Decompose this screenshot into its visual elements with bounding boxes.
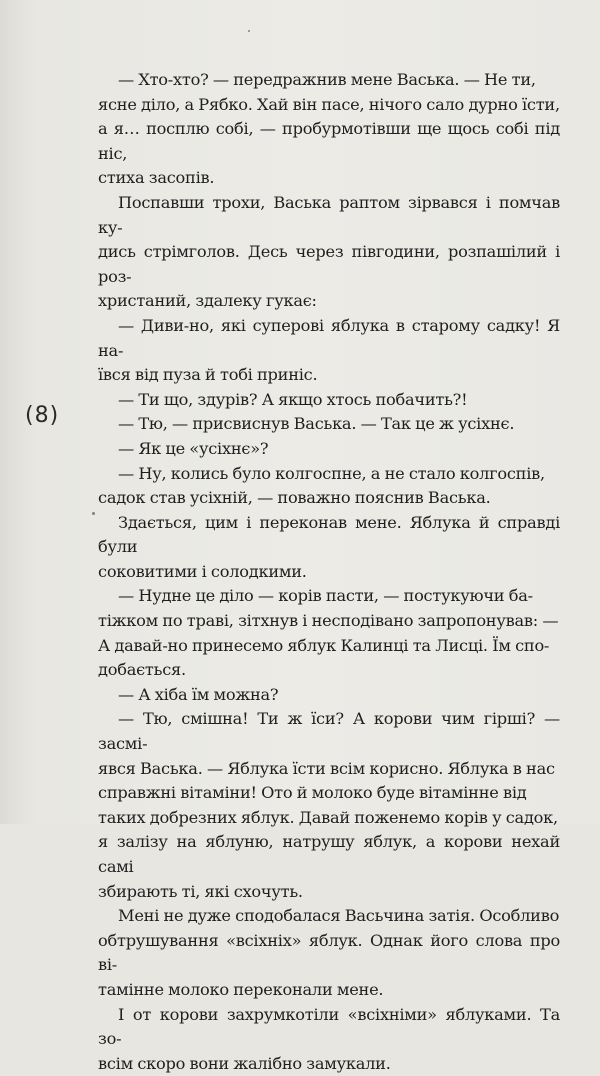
paragraph-12: Мені не дуже сподобалася Васьчина затія. Особливо обтрушування «всіхніх» яблук. Однак його слова про ві- тамінне молоко переконали мене. [98, 906, 560, 999]
paragraph-11: — Тю, смішна! Ти ж їси? А корови чим гірші? — засмі- явся Васька. — Яблука їсти всім корисно. Яблука в нас справжні вітаміни! Ото й молоко буде вітамінне від таких добрезних яблук. Давай поженемо корів у садок, я залізу на яблуню, натрушу яблук, а корови нехай самі збирають ті, які схочуть. [98, 709, 560, 901]
page-text [98, 68, 560, 1076]
paragraph-6: — Як це «усіхнє»? [118, 438, 269, 458]
page-speck [92, 512, 95, 515]
paragraph-13: І от корови захрумкотіли «всіхніми» яблуками. Та зо- всім скоро вони жалібно замукали. [98, 1004, 560, 1073]
paragraph-8: Здається, цим і переконав мене. Яблука й справді були соковитими і солодкими. [98, 512, 560, 581]
paragraph-7: — Ну, колись було колгоспне, а не стало колгоспів, садок став усіхній, — поважно пояснив Васька. [98, 463, 545, 508]
paragraph-9: — Нудне це діло — корів пасти, — постукуючи ба- тіжком по траві, зітхнув і несподівано запропонував: — А давай-но принесемо яблук Калинці та Лисці. Їм спо- добається. [98, 586, 559, 680]
paragraph-1: — Хто-хто? — передражнив мене Васька. — Не ти, ясне діло, а Рябко. Хай він пасе, нічого сало дурно їсти, а я… посплю собі, — пробурмотівши ще щось собі під ніс, стиха засопів. [98, 70, 560, 188]
page-speck [248, 30, 250, 32]
paragraph-10: — А хіба їм можна? [118, 684, 279, 704]
paragraph-2: Поспавши трохи, Васька раптом зірвався і помчав ку- дись стрімголов. Десь через півгодини, розпашілий і роз- христаний, здалеку гукає: [98, 192, 560, 311]
paragraph-5: — Тю, — присвиснув Васька. — Так це ж усіхнє. [118, 414, 515, 434]
margin-marker: (8) [25, 403, 60, 428]
paragraph-3: — Диви-но, які суперові яблука в старому садку! Я на- ївся від пуза й тобі приніс. [98, 315, 560, 385]
paragraph-4: — Ти що, здурів? А якщо хтось побачить?! [118, 389, 468, 409]
